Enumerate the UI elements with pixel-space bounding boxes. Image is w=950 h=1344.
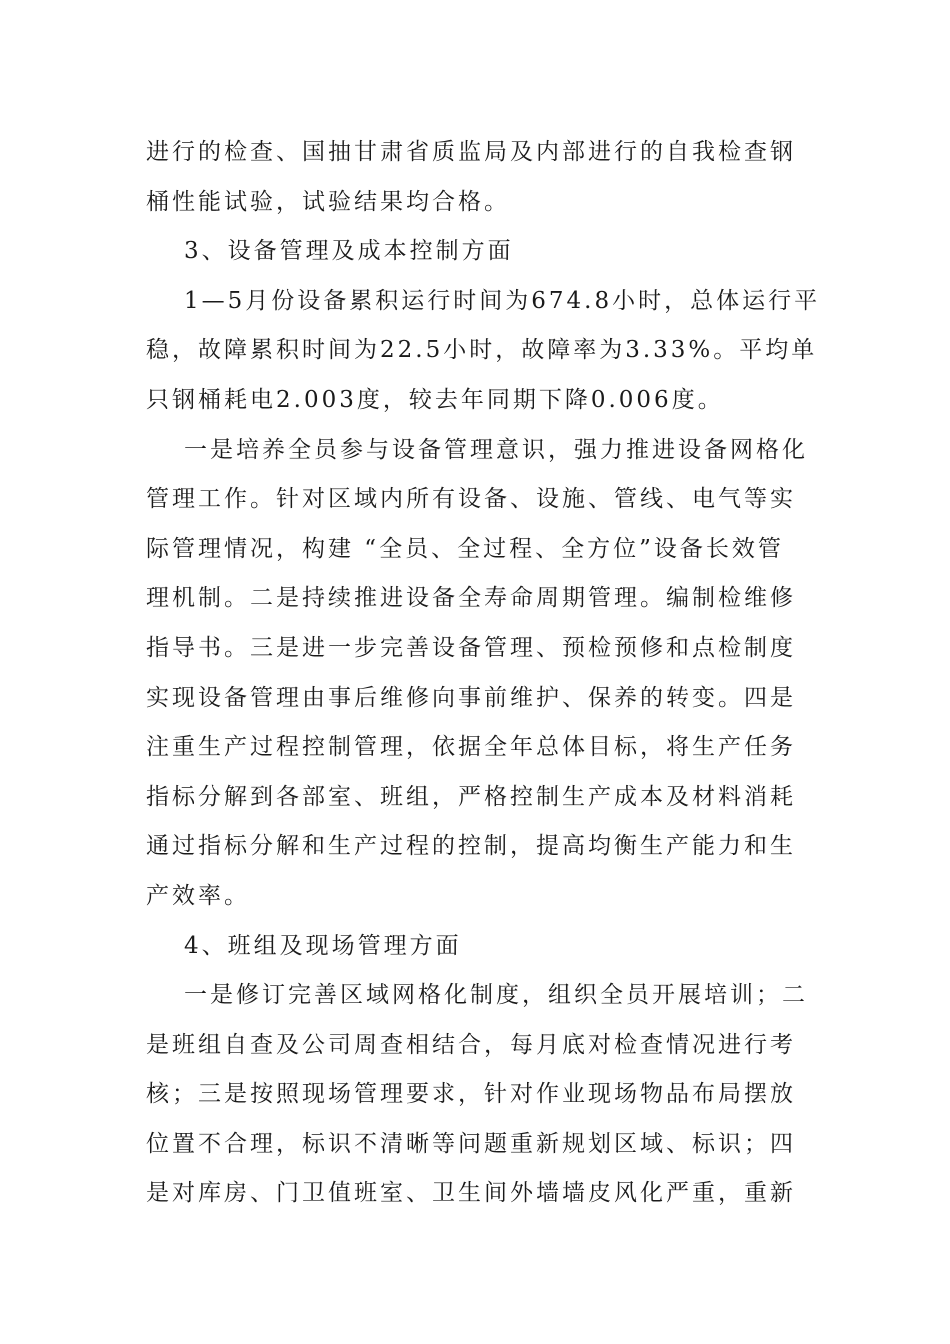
text-line: 3、设备管理及成本控制方面	[184, 238, 514, 265]
text-line: 注重生产过程控制管理，依据全年总体目标，将生产任务	[146, 734, 796, 761]
text-line: 桶性能试验，试验结果均合格。	[146, 188, 510, 215]
text-line: 产效率。	[146, 882, 250, 909]
text-line: 理机制。二是持续推进设备全寿命周期管理。编制检维修	[146, 585, 796, 612]
text-line: 稳，故障累积时间为22.5小时，故障率为3.33%。平均单	[146, 337, 818, 364]
document-body-text	[146, 128, 821, 1219]
text-line: 指导书。三是进一步完善设备管理、预检预修和点检制度	[146, 634, 796, 661]
text-line: 是对库房、门卫值班室、卫生间外墙墙皮风化严重，重新	[146, 1180, 796, 1207]
text-line: 只钢桶耗电2.003度，较去年同期下降0.006度。	[146, 386, 724, 413]
text-line: 进行的检查、国抽甘肃省质监局及内部进行的自我检查钢	[146, 139, 796, 165]
text-line: 管理工作。针对区域内所有设备、设施、管线、电气等实	[146, 486, 796, 513]
text-line: 指标分解到各部室、班组，严格控制生产成本及材料消耗	[146, 783, 796, 810]
text-line: 1—5月份设备累积运行时间为674.8小时，总体运行平	[184, 287, 821, 314]
text-line: 位置不合理，标识不清晰等问题重新规划区域、标识；四	[146, 1130, 796, 1157]
text-line: 是班组自查及公司周查相结合，每月底对检查情况进行考	[146, 1031, 796, 1058]
text-line: 一是修订完善区域网格化制度，组织全员开展培训；二	[184, 982, 808, 1009]
text-line: 通过指标分解和生产过程的控制，提高均衡生产能力和生	[146, 833, 796, 860]
text-line: 际管理情况，构建 “全员、全过程、全方位”设备长效管	[146, 535, 784, 562]
text-line: 实现设备管理由事后维修向事前维护、保养的转变。四是	[146, 684, 796, 711]
text-line: 4、班组及现场管理方面	[184, 932, 462, 959]
text-line: 一是培养全员参与设备管理意识，强力推进设备网格化	[184, 436, 808, 463]
text-line: 核；三是按照现场管理要求，针对作业现场物品布局摆放	[146, 1081, 796, 1108]
